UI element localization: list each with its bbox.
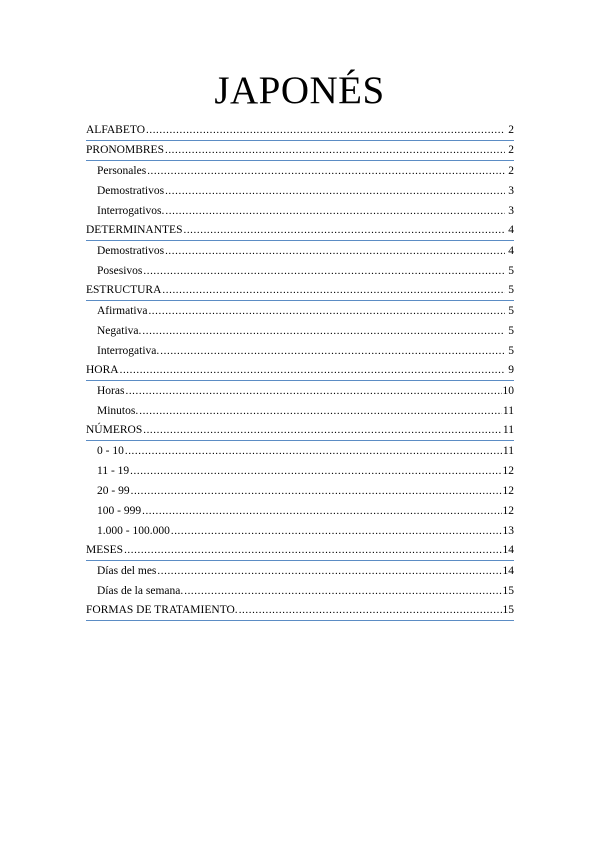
toc-subsection-link[interactable] bbox=[86, 181, 514, 201]
toc-page-number: 2 bbox=[508, 124, 514, 136]
toc-entry-label: Días del mes bbox=[97, 565, 157, 577]
toc-page-number: 5 bbox=[508, 345, 514, 357]
toc-subsection-link[interactable] bbox=[86, 301, 514, 321]
dot-leader bbox=[130, 461, 501, 481]
dot-leader bbox=[142, 501, 501, 521]
toc-subsection-link[interactable] bbox=[86, 521, 514, 541]
toc-page-number: 10 bbox=[502, 385, 514, 397]
toc-subsection-link[interactable] bbox=[86, 161, 514, 181]
toc-page-number: 14 bbox=[502, 565, 514, 577]
dot-leader bbox=[147, 161, 505, 181]
dot-leader bbox=[142, 321, 505, 341]
toc-entry-label: ESTRUCTURA bbox=[86, 284, 162, 296]
toc-section-link[interactable] bbox=[86, 221, 514, 241]
toc-entry-label: DETERMINANTES bbox=[86, 224, 183, 236]
toc-subsection-link[interactable] bbox=[86, 501, 514, 521]
toc-entry-label: Demostrativos bbox=[97, 185, 165, 197]
toc-entry-label: Interrogativos. bbox=[97, 205, 165, 217]
dot-leader bbox=[125, 381, 501, 401]
toc-page-number: 11 bbox=[502, 445, 514, 457]
toc-subsection-link[interactable] bbox=[86, 441, 514, 461]
toc-entry-label: FORMAS DE TRATAMIENTO. bbox=[86, 604, 238, 616]
toc-entry-label: PRONOMBRES bbox=[86, 144, 164, 156]
dot-leader bbox=[125, 441, 502, 461]
dot-leader bbox=[239, 601, 502, 620]
toc-entry-label: 20 - 99 bbox=[97, 485, 130, 497]
dot-leader bbox=[165, 181, 505, 201]
toc-section-link[interactable] bbox=[86, 141, 514, 161]
toc-entry-label: Demostrativos bbox=[97, 245, 165, 257]
toc-entry-label: Días de la semana. bbox=[97, 585, 184, 597]
toc-page-number: 2 bbox=[508, 165, 514, 177]
toc-page-number: 12 bbox=[502, 505, 514, 517]
toc-entry-label: Horas bbox=[97, 385, 125, 397]
toc-page-number: 14 bbox=[502, 544, 514, 556]
toc-entry-label: Personales bbox=[97, 165, 147, 177]
dot-leader bbox=[124, 541, 501, 560]
toc-section-link[interactable] bbox=[86, 361, 514, 381]
dot-leader bbox=[139, 401, 502, 421]
toc-subsection-link[interactable] bbox=[86, 321, 514, 341]
toc-page-number: 12 bbox=[502, 485, 514, 497]
toc-subsection-link[interactable] bbox=[86, 381, 514, 401]
dot-leader bbox=[146, 121, 505, 140]
dot-leader bbox=[160, 341, 505, 361]
toc-subsection-link[interactable] bbox=[86, 201, 514, 221]
toc-entry-label: MESES bbox=[86, 544, 124, 556]
toc-entry-label: 0 - 10 bbox=[97, 445, 124, 457]
table-of-contents bbox=[86, 121, 514, 621]
toc-section-link[interactable] bbox=[86, 121, 514, 141]
toc-page-number: 15 bbox=[502, 585, 514, 597]
toc-entry-label: 11 - 19 bbox=[97, 465, 130, 477]
dot-leader bbox=[165, 241, 505, 261]
toc-page-number: 3 bbox=[508, 205, 514, 217]
toc-page-number: 13 bbox=[502, 525, 514, 537]
toc-page-number: 11 bbox=[502, 424, 514, 436]
toc-entry-label: Minutos. bbox=[97, 405, 139, 417]
toc-subsection-link[interactable] bbox=[86, 461, 514, 481]
toc-subsection-link[interactable] bbox=[86, 481, 514, 501]
dot-leader bbox=[165, 141, 505, 160]
dot-leader bbox=[143, 421, 502, 440]
dot-leader bbox=[162, 281, 505, 300]
toc-page-number: 5 bbox=[508, 265, 514, 277]
toc-page-number: 4 bbox=[508, 245, 514, 257]
toc-page-number: 2 bbox=[508, 144, 514, 156]
toc-section-link[interactable] bbox=[86, 541, 514, 561]
toc-page-number: 3 bbox=[508, 185, 514, 197]
toc-subsection-link[interactable] bbox=[86, 561, 514, 581]
toc-entry-label: ALFABETO bbox=[86, 124, 145, 136]
toc-section-link[interactable] bbox=[86, 421, 514, 441]
toc-page-number: 11 bbox=[502, 405, 514, 417]
toc-subsection-link[interactable] bbox=[86, 401, 514, 421]
toc-page-number: 9 bbox=[508, 364, 514, 376]
toc-page-number: 5 bbox=[508, 325, 514, 337]
dot-leader bbox=[157, 561, 501, 581]
toc-page-number: 15 bbox=[502, 604, 514, 616]
toc-entry-label: HORA bbox=[86, 364, 119, 376]
toc-subsection-link[interactable] bbox=[86, 341, 514, 361]
toc-subsection-link[interactable] bbox=[86, 581, 514, 601]
toc-entry-label: Afirmativa bbox=[97, 305, 148, 317]
dot-leader bbox=[165, 201, 505, 221]
toc-entry-label: 100 - 999 bbox=[97, 505, 142, 517]
toc-subsection-link[interactable] bbox=[86, 261, 514, 281]
dot-leader bbox=[171, 521, 502, 541]
toc-entry-label: Posesivos bbox=[97, 265, 143, 277]
toc-entry-label: Negativa. bbox=[97, 325, 142, 337]
dot-leader bbox=[148, 301, 505, 321]
toc-page-number: 12 bbox=[502, 465, 514, 477]
toc-page-number: 5 bbox=[508, 305, 514, 317]
toc-page-number: 4 bbox=[508, 224, 514, 236]
dot-leader bbox=[143, 261, 505, 281]
toc-subsection-link[interactable] bbox=[86, 241, 514, 261]
dot-leader bbox=[120, 361, 505, 380]
dot-leader bbox=[183, 221, 505, 240]
dot-leader bbox=[131, 481, 502, 501]
toc-page-number: 5 bbox=[508, 284, 514, 296]
toc-section-link[interactable] bbox=[86, 601, 514, 621]
toc-entry-label: NÚMEROS bbox=[86, 424, 143, 436]
document-title: JAPONÉS bbox=[214, 69, 385, 112]
toc-entry-label: Interrogativa. bbox=[97, 345, 160, 357]
toc-entry-label: 1.000 - 100.000 bbox=[97, 525, 170, 537]
dot-leader bbox=[184, 581, 501, 601]
toc-section-link[interactable] bbox=[86, 281, 514, 301]
